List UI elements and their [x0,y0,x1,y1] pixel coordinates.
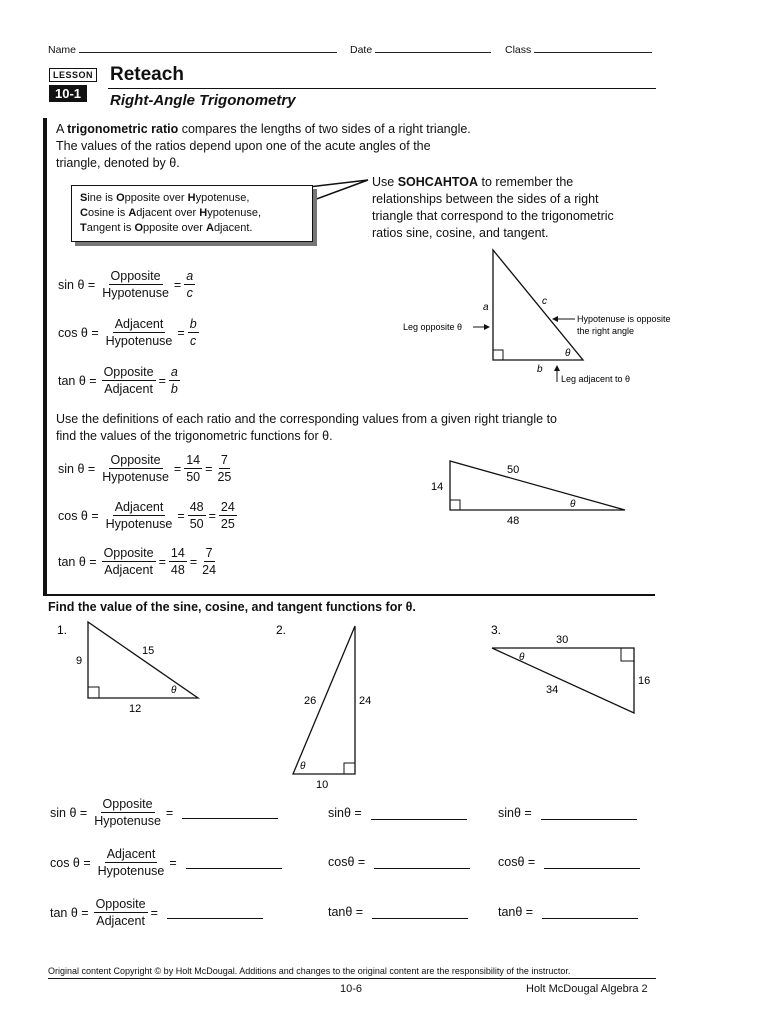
lesson-tag: LESSON [49,68,97,82]
side-9-label: 9 [76,655,83,667]
side-34-label: 34 [546,684,559,696]
answer-tan-1: tan θ = $\frac{\text{Opposite}}{\text{Adjacent}}$ = [50,896,263,929]
leg-opposite-label: Leg opposite θ [403,322,463,332]
hypotenuse-label-1: Hypotenuse is opposite [577,314,671,324]
page-title: Reteach [110,64,184,85]
leg-adjacent-label: Leg adjacent to θ [561,374,631,384]
answer-tan-3: tanθ = [498,905,638,919]
answer-sin-2: sinθ = [328,806,467,820]
answer-blank[interactable] [374,856,470,869]
example-sin: sin θ = $\frac{\text{Opposite}}{\text{Hypotenuse}}$ = $\frac{14}{50}$ = $\frac{7}{25}$ [58,453,232,484]
theta-label: θ [565,348,571,359]
use-definitions-text: Use the definitions of each ratio and the corresponding values from a given right triangle to find the values of the trigonometric functions for θ. [56,412,557,443]
answer-blank[interactable] [544,856,640,869]
class-line[interactable] [534,42,652,53]
side-48-label: 48 [507,515,520,527]
side-30-label: 30 [556,634,569,646]
answer-sin-1: sin θ = $\frac{\text{Opposite}}{\text{Hypotenuse}}$ = [50,796,278,829]
section-left-bar [43,118,47,596]
problem-3-number: 3. [491,623,502,637]
side-15-label: 15 [142,645,155,657]
theta-label: θ [570,499,576,510]
triangle-shape [493,250,583,360]
intro-text: A trigonometric ratio compares the lengths of two sides of a right triangle. The values of the ratios depend upon one of the acute angles of the triangle, denoted by θ. [56,122,471,170]
answer-blank[interactable] [167,906,263,919]
sin-definition: sin θ = $\frac{\text{Opposite}}{\text{Hypotenuse}}$ = $\frac{a}{c}$ [58,269,194,300]
answer-blank[interactable] [542,906,638,919]
theta-label: θ [300,761,306,772]
side-26-label: 26 [304,695,317,707]
footer-rule [48,978,656,979]
theta-label: θ [519,652,525,663]
tan-definition: tan θ = $\frac{\text{Opposite}}{\text{Adjacent}}$ = $\frac{a}{b}$ [58,365,178,396]
side-a-label: a [483,302,489,313]
problem-2-triangle [270,618,380,793]
problem-2-number: 2. [276,623,287,637]
exercise-instruction: Find the value of the sine, cosine, and tangent functions for θ. [48,600,416,614]
answer-blank[interactable] [541,807,637,820]
side-c-label: c [542,296,547,307]
date-label: Date [350,44,373,56]
side-14-label: 14 [431,481,444,493]
answer-cos-3: cosθ = [498,855,640,869]
side-b-label: b [537,364,543,375]
side-24-label: 24 [359,695,372,707]
callout-pointer-cover [300,176,310,182]
example-triangle [425,455,635,530]
right-angle-mark [493,350,503,360]
side-10-label: 10 [316,779,329,791]
answer-blank[interactable] [371,807,467,820]
reference-triangle [395,244,695,389]
side-16-label: 16 [638,675,651,687]
problem-3-triangle [486,618,666,718]
copyright-text: Original content Copyright © by Holt McDougal. Additions and changes to the original content are the responsibility of the instructor. [48,966,571,976]
cos-definition: cos θ = $\frac{\text{Adjacent}}{\text{Hypotenuse}}$ = $\frac{b}{c}$ [58,317,197,348]
page-subtitle: Right-Angle Trigonometry [110,92,296,109]
example-cos: cos θ = $\frac{\text{Adjacent}}{\text{Hypotenuse}}$ = $\frac{48}{50}$ = $\frac{24}{25}$ [58,500,235,531]
lesson-number: 10-1 [49,85,87,102]
side-12-label: 12 [129,703,142,715]
book-title: Holt McDougal Algebra 2 [526,983,648,995]
sohcahtoa-text: Use SOHCAHTOA to remember the relationships between the sides of a right triangle that correspond to the trigonometric ratios sine, cosine, and tangent. [372,175,614,240]
example-tan: tan θ = $\frac{\text{Opposite}}{\text{Adjacent}}$ = $\frac{14}{48}$ = $\frac{7}{24}$ [58,546,217,577]
section-bottom-rule [43,594,655,596]
answer-cos-1: cos θ = $\frac{\text{Adjacent}}{\text{Hypotenuse}}$ = [50,846,282,879]
sohcahtoa-callout: Sine is Opposite over Hypotenuse, Cosine is Adjacent over Hypotenuse, Tangent is Opposite over Adjacent. [71,185,313,242]
problem-1-number: 1. [57,623,68,637]
theta-label: θ [171,685,177,696]
date-field[interactable] [350,42,491,56]
answer-cos-2: cosθ = [328,855,470,869]
page-number: 10-6 [340,983,363,995]
side-50-label: 50 [507,464,520,476]
answer-tan-2: tanθ = [328,905,468,919]
name-line[interactable] [79,42,337,53]
answer-sin-3: sinθ = [498,806,637,820]
class-field[interactable] [505,42,652,56]
name-label: Name [48,44,77,56]
class-label: Class [505,44,532,56]
problem-1-triangle [50,618,215,718]
date-line[interactable] [375,42,491,53]
answer-blank[interactable] [186,856,282,869]
name-field[interactable] [48,42,337,56]
hypotenuse-label-2: the right angle [577,326,635,336]
answer-blank[interactable] [372,906,468,919]
title-rule [108,88,656,89]
answer-blank[interactable] [182,806,278,819]
